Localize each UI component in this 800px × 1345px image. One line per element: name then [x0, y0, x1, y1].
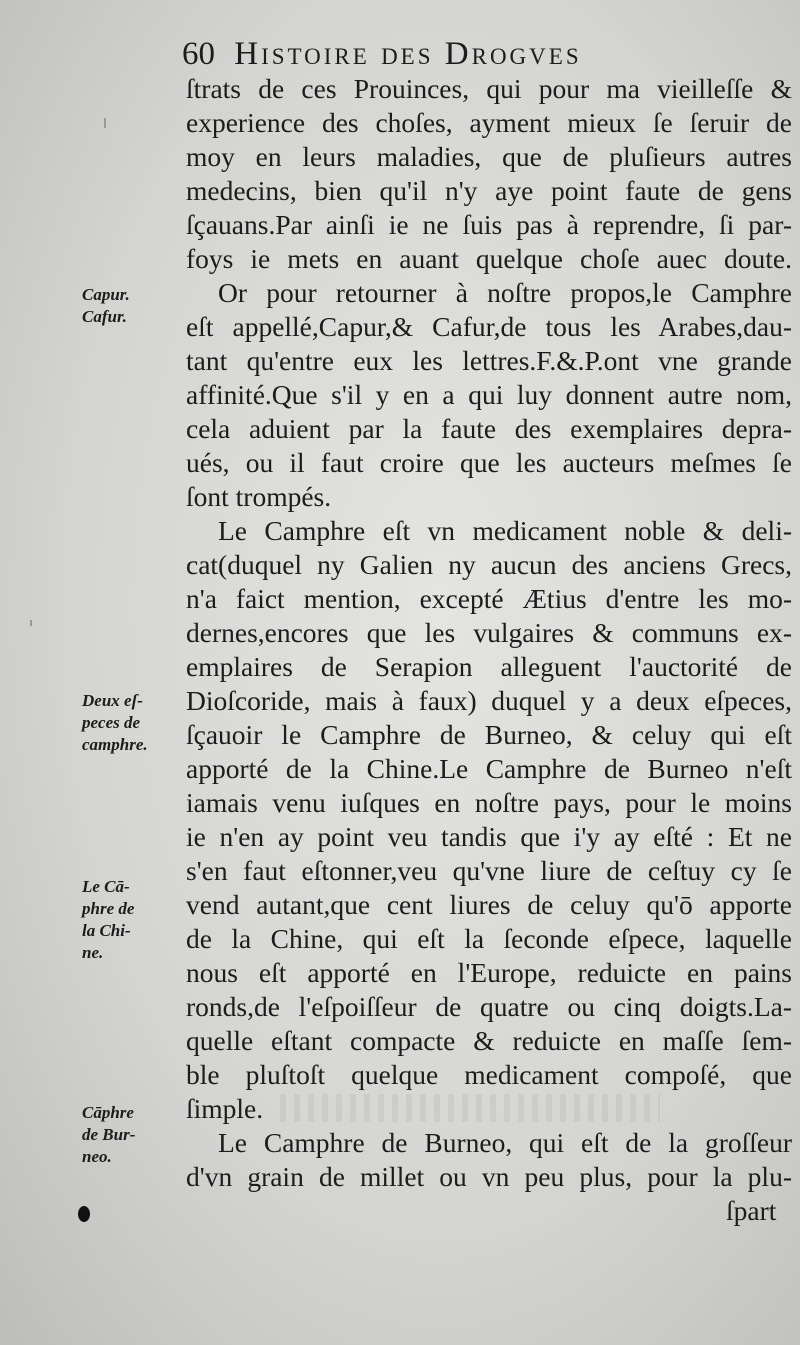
- text-line: de la Chine, qui eſt la ſeconde eſpece, laquelle: [186, 923, 792, 954]
- show-through-text: [280, 1094, 660, 1122]
- text-line: apporté de la Chine.Le Camphre de Burneo n'eſt: [186, 753, 792, 784]
- text-line: iamais venu iuſques en noſtre pays, pour le moins: [186, 787, 792, 818]
- text-line: ſtrats de ces Prouinces, qui pour ma vieilleſſe &: [186, 73, 792, 104]
- margin-note-camphre-burneo: [82, 1102, 182, 1168]
- text-line: ble pluſtoſt quelque medicament compoſé, que: [186, 1059, 792, 1090]
- margin-note-line: ne.: [82, 943, 104, 962]
- margin-note-line: neo.: [82, 1147, 112, 1166]
- page-number: 60: [182, 36, 215, 72]
- text-line: d'vn grain de millet ou vn peu plus, pour la plu-: [186, 1161, 792, 1192]
- text-line: cela aduient par la faute des exemplaires depra-: [186, 413, 792, 444]
- text-line: s'en faut eſtonner,veu qu'vne liure de ceſtuy cy ſe: [186, 855, 792, 886]
- margin-note-line: phre de: [82, 899, 135, 918]
- text-line: quelle eſtant compacte & reduicte en maſſe ſem-: [186, 1025, 792, 1056]
- text-line: ués, ou il faut croire que les aucteurs meſmes ſe: [186, 447, 792, 478]
- margin-note-capur: [82, 284, 182, 328]
- text-line: ſçauoir le Camphre de Burneo, & celuy qui eſt: [186, 719, 792, 750]
- text-line: n'a faict mention, excepté Ætius d'entre les mo-: [186, 583, 792, 614]
- margin-note-line: Capur.: [82, 285, 130, 304]
- text-line: ronds,de l'eſpoiſſeur de quatre ou cinq doigts.La-: [186, 991, 792, 1022]
- margin-note-line: peces de: [82, 713, 141, 732]
- margin-note-line: la Chi-: [82, 921, 131, 940]
- text-line: ie n'en ay point veu tandis que i'y ay eſté : Et ne: [186, 821, 792, 852]
- margin-note-line: Deux eſ-: [82, 691, 143, 710]
- text-line: tant qu'entre eux les lettres.F.&.P.ont vne grande: [186, 345, 792, 376]
- text-line: foys ie mets en auant quelque choſe auec doute.: [186, 243, 792, 274]
- margin-note-line: de Bur-: [82, 1125, 136, 1144]
- text-line: experience des choſes, ayment mieux ſe ſeruir de: [186, 107, 792, 138]
- text-line: Le Camphre de Burneo, qui eſt de la groſſeur: [218, 1127, 792, 1158]
- text-line: ſont trompés.: [186, 481, 332, 512]
- text-line: ſimple.: [186, 1093, 264, 1124]
- text-line: dernes,encores que les vulgaires & communs ex-: [186, 617, 792, 648]
- margin-note-line: Cafur.: [82, 307, 127, 326]
- text-line: Dioſcoride, mais à faux) duquel y a deux eſpeces,: [186, 685, 792, 716]
- text-line: Or pour retourner à noſtre propos,le Camphre: [218, 277, 792, 308]
- margin-note-camphre-chine: [82, 876, 182, 964]
- text-line: moy en leurs maladies, que de pluſieurs autres: [186, 141, 792, 172]
- text-line: ſçauans.Par ainſi ie ne ſuis pas à reprendre, ſi par-: [186, 209, 792, 240]
- ink-blot: [78, 1206, 90, 1222]
- running-header: [182, 36, 782, 73]
- margin-note-deux-especes: [82, 690, 182, 756]
- catchword: ſpart: [726, 1195, 777, 1226]
- text-line: cat(duquel ny Galien ny aucun des anciens Grecs,: [186, 549, 792, 580]
- text-line: nous eſt apporté en l'Europe, reduicte en pains: [186, 957, 792, 988]
- paper-speck: [104, 118, 106, 128]
- text-line: emplaires de Serapion alleguent l'auctorité de: [186, 651, 792, 682]
- text-line: Le Camphre eſt vn medicament noble & deli-: [218, 515, 792, 546]
- text-line: eſt appellé,Capur,& Cafur,de tous les Arabes,dau-: [186, 311, 792, 342]
- paper-speck: [30, 620, 32, 626]
- running-title: Histoire des Drogves: [234, 36, 582, 72]
- margin-note-line: camphre.: [82, 735, 148, 754]
- margin-note-line: Cāphre: [82, 1103, 134, 1122]
- text-line: affinité.Que s'il y en a qui luy donnent autre nom,: [186, 379, 792, 410]
- text-line: medecins, bien qu'il n'y aye point faute de gens: [186, 175, 792, 206]
- text-line: vend autant,que cent liures de celuy qu'ō apporte: [186, 889, 792, 920]
- margin-note-line: Le Cā-: [82, 877, 130, 896]
